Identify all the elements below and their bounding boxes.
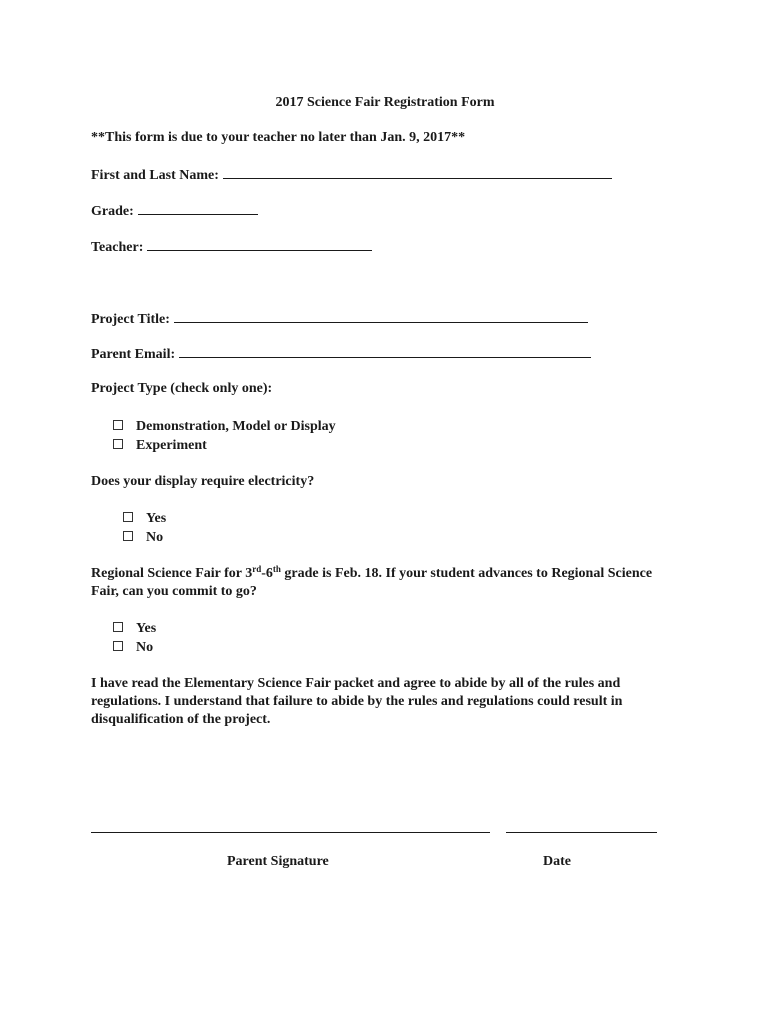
- project-type-question: Project Type (check only one):: [91, 381, 273, 396]
- checkbox-icon[interactable]: [123, 512, 133, 522]
- regional-question-text: grade is Feb. 18. If your student advances to Regional Science Fair, can you commit to go?: [91, 566, 653, 599]
- ordinal-suffix: th: [272, 564, 281, 574]
- project-type-option[interactable]: [113, 418, 336, 436]
- project-title-field-row: [91, 309, 588, 329]
- project-title-field-blank[interactable]: [174, 309, 588, 323]
- checkbox-icon[interactable]: [123, 531, 133, 541]
- electricity-option-label: Yes: [146, 511, 167, 526]
- regional-option-yes[interactable]: [113, 620, 156, 638]
- teacher-field-blank[interactable]: [147, 237, 372, 251]
- project-title-field-label: Project Title:: [91, 312, 170, 327]
- regional-option-label: No: [136, 640, 154, 655]
- date-label: Date: [543, 854, 571, 869]
- parent-email-field-row: [91, 344, 591, 364]
- name-field-label: First and Last Name:: [91, 168, 219, 183]
- checkbox-icon[interactable]: [113, 420, 123, 430]
- project-type-option-label: Experiment: [136, 438, 207, 453]
- checkbox-icon[interactable]: [113, 622, 123, 632]
- electricity-option-yes[interactable]: [123, 510, 166, 528]
- grade-field-label: Grade:: [91, 204, 134, 219]
- electricity-option-label: No: [146, 530, 164, 545]
- project-type-option-label: Demonstration, Model or Display: [136, 419, 336, 434]
- name-field-row: [91, 165, 612, 185]
- grade-field-blank[interactable]: [138, 201, 258, 215]
- electricity-option-no[interactable]: [123, 529, 163, 547]
- form-title: 2017 Science Fair Registration Form: [275, 95, 495, 110]
- regional-option-label: Yes: [136, 621, 157, 636]
- teacher-field-row: [91, 237, 372, 257]
- regional-question-text: -6: [261, 566, 273, 581]
- date-line[interactable]: [506, 832, 657, 833]
- grade-field-row: [91, 201, 258, 221]
- name-field-blank[interactable]: [223, 165, 612, 179]
- regional-option-no[interactable]: [113, 639, 153, 657]
- project-type-option[interactable]: [113, 437, 207, 455]
- electricity-question: Does your display require electricity?: [91, 474, 315, 489]
- agreement-statement: I have read the Elementary Science Fair packet and agree to abide by all of the rules and regulations. I understand that failure to abide by the rules and regulations could result in disqualification of the project.: [91, 676, 623, 727]
- parent-email-field-label: Parent Email:: [91, 347, 176, 362]
- checkbox-icon[interactable]: [113, 641, 123, 651]
- parent-signature-label: Parent Signature: [227, 854, 329, 869]
- due-notice: **This form is due to your teacher no later than Jan. 9, 2017**: [91, 130, 466, 145]
- checkbox-icon[interactable]: [113, 439, 123, 449]
- regional-question: [91, 565, 681, 601]
- teacher-field-label: Teacher:: [91, 240, 144, 255]
- parent-email-field-blank[interactable]: [179, 344, 591, 358]
- regional-question-text: Regional Science Fair for 3: [91, 566, 253, 581]
- ordinal-suffix: rd: [252, 564, 262, 574]
- parent-signature-line[interactable]: [91, 832, 490, 833]
